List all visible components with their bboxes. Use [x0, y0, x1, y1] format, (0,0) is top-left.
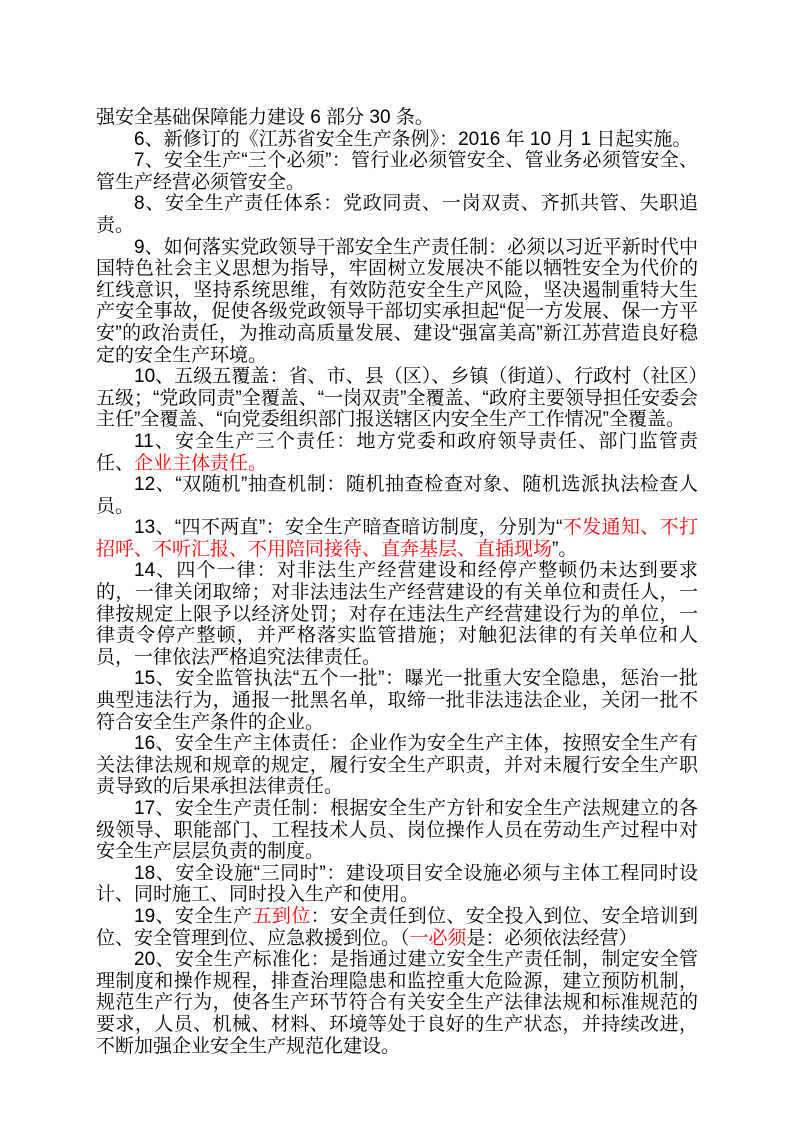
- paragraph-item-15: [96, 668, 698, 733]
- text-run: 强安全基础保障能力建设 6 部分 30 条。: [96, 107, 434, 128]
- paragraph-item-12: [96, 474, 698, 517]
- text-run: 19、安全生产: [134, 905, 253, 927]
- paragraph-item-18: [96, 863, 698, 906]
- text-run: ”。: [552, 538, 578, 560]
- highlighted-text-run: 一必须: [409, 927, 467, 949]
- text-run: 16、安全生产主体责任：企业作为安全生产主体，按照安全生产有关法律法规和规章的规定，履行安全生产职责，并对未履行安全生产职责导致的后果承担法律责任。: [96, 733, 698, 798]
- text-run: 13、“四不两直”：安全生产暗查暗访制度，分别为“: [134, 517, 563, 539]
- paragraph-item-8: [96, 193, 698, 236]
- paragraph-item-7: [96, 150, 698, 193]
- paragraph-intro-continuation: [96, 107, 698, 129]
- highlighted-text-run: 五到位: [252, 905, 311, 927]
- paragraph-item-17: [96, 798, 698, 863]
- text-run: 7、安全生产“三个必须”：管行业必须管安全、管业务必须管安全、管生产经营必须管安全。: [96, 150, 698, 193]
- paragraph-item-20: [96, 949, 698, 1057]
- paragraph-item-16: [96, 733, 698, 798]
- paragraph-item-9: [96, 237, 698, 367]
- text-run: 是：必须依法经营）: [466, 927, 638, 949]
- text-run: 18、安全设施“三同时”：建设项目安全设施必须与主体工程同时设计、同时施工、同时投入生产和使用。: [96, 862, 698, 906]
- text-run: 14、四个一律：对非法生产经营建设和经停产整顿仍未达到要求的，一律关闭取缔；对非法违法生产经营建设的有关单位和责任人，一律按规定上限予以经济处罚；对存在违法生产经营建设行为的单位，一律责令停产整顿，并严格落实监管措施；对触犯法律的有关单位和人员，一律依法严格追究法律责任。: [96, 560, 698, 668]
- paragraph-item-10: [96, 366, 698, 431]
- text-run: 15、安全监管执法“五个一批”：曝光一批重大安全隐患，惩治一批典型违法行为，通报一批黑名单，取缔一批非法违法企业，关闭一批不符合安全生产条件的企业。: [96, 668, 698, 733]
- paragraph-item-14: [96, 560, 698, 668]
- text-run: 12、“双随机”抽查机制：随机抽查检查对象、随机选派执法检查人员。: [96, 474, 698, 517]
- highlighted-text-run: 不发通知、不打招呼、不听汇报、不用陪同接待、直奔基层、直插现场: [96, 517, 698, 560]
- highlighted-text-run: 企业主体责任。: [134, 452, 268, 474]
- text-run: 20、安全生产标准化：是指通过建立安全生产责任制，制定安全管理制度和操作规程，排查治理隐患和监控重大危险源，建立预防机制，规范生产行为，使各生产环节符合有关安全生产法律法规和标准规范的要求，人员、机械、材料、环境等处于良好的生产状态，并持续改进，不断加强企业安全生产规范化建设。: [96, 949, 698, 1057]
- document-text-block: [96, 107, 698, 1057]
- paragraph-item-19: [96, 906, 698, 949]
- text-run: 6、新修订的《江苏省安全生产条例》：2016 年 10 月 1 日起实施。: [134, 128, 692, 150]
- text-run: 8、安全生产责任体系：党政同责、一岗双责、齐抓共管、失职追责。: [96, 193, 698, 236]
- text-run: 17、安全生产责任制：根据安全生产方针和安全生产法规建立的各级领导、职能部门、工程技术人员、岗位操作人员在劳动生产过程中对安全生产层层负责的制度。: [96, 798, 698, 863]
- text-run: 11、安全生产三个责任：地方党委和政府领导责任、部门监管责任、: [96, 430, 698, 474]
- paragraph-item-13: [96, 517, 698, 560]
- text-run: 9、如何落实党政领导干部安全生产责任制：必须以习近平新时代中国特色社会主义思想为指导，牢固树立发展决不能以牺牲安全为代价的红线意识，坚持系统思维，有效防范安全生产风险，坚决遏制重特大生产安全事故，促使各级党政领导干部切实承担起“促一方发展、保一方平安”的政治责任，为推动高质量发展、建设“强富美高”新江苏营造良好稳定的安全生产环境。: [96, 236, 698, 366]
- paragraph-item-6: [96, 129, 698, 151]
- text-run: 10、五级五覆盖：省、市、县（区）、乡镇（街道）、行政村（社区）五级；“党政同责”全覆盖、“一岗双责”全覆盖、“政府主要领导担任安委会主任”全覆盖、“向党委组织部门报送辖区内安全生产工作情况”全覆盖。: [96, 366, 698, 431]
- text-run: ：安全责任到位、安全投入到位、安全培训到位、安全管理到位、应急救援到位。（: [96, 905, 698, 949]
- paragraph-item-11: [96, 431, 698, 474]
